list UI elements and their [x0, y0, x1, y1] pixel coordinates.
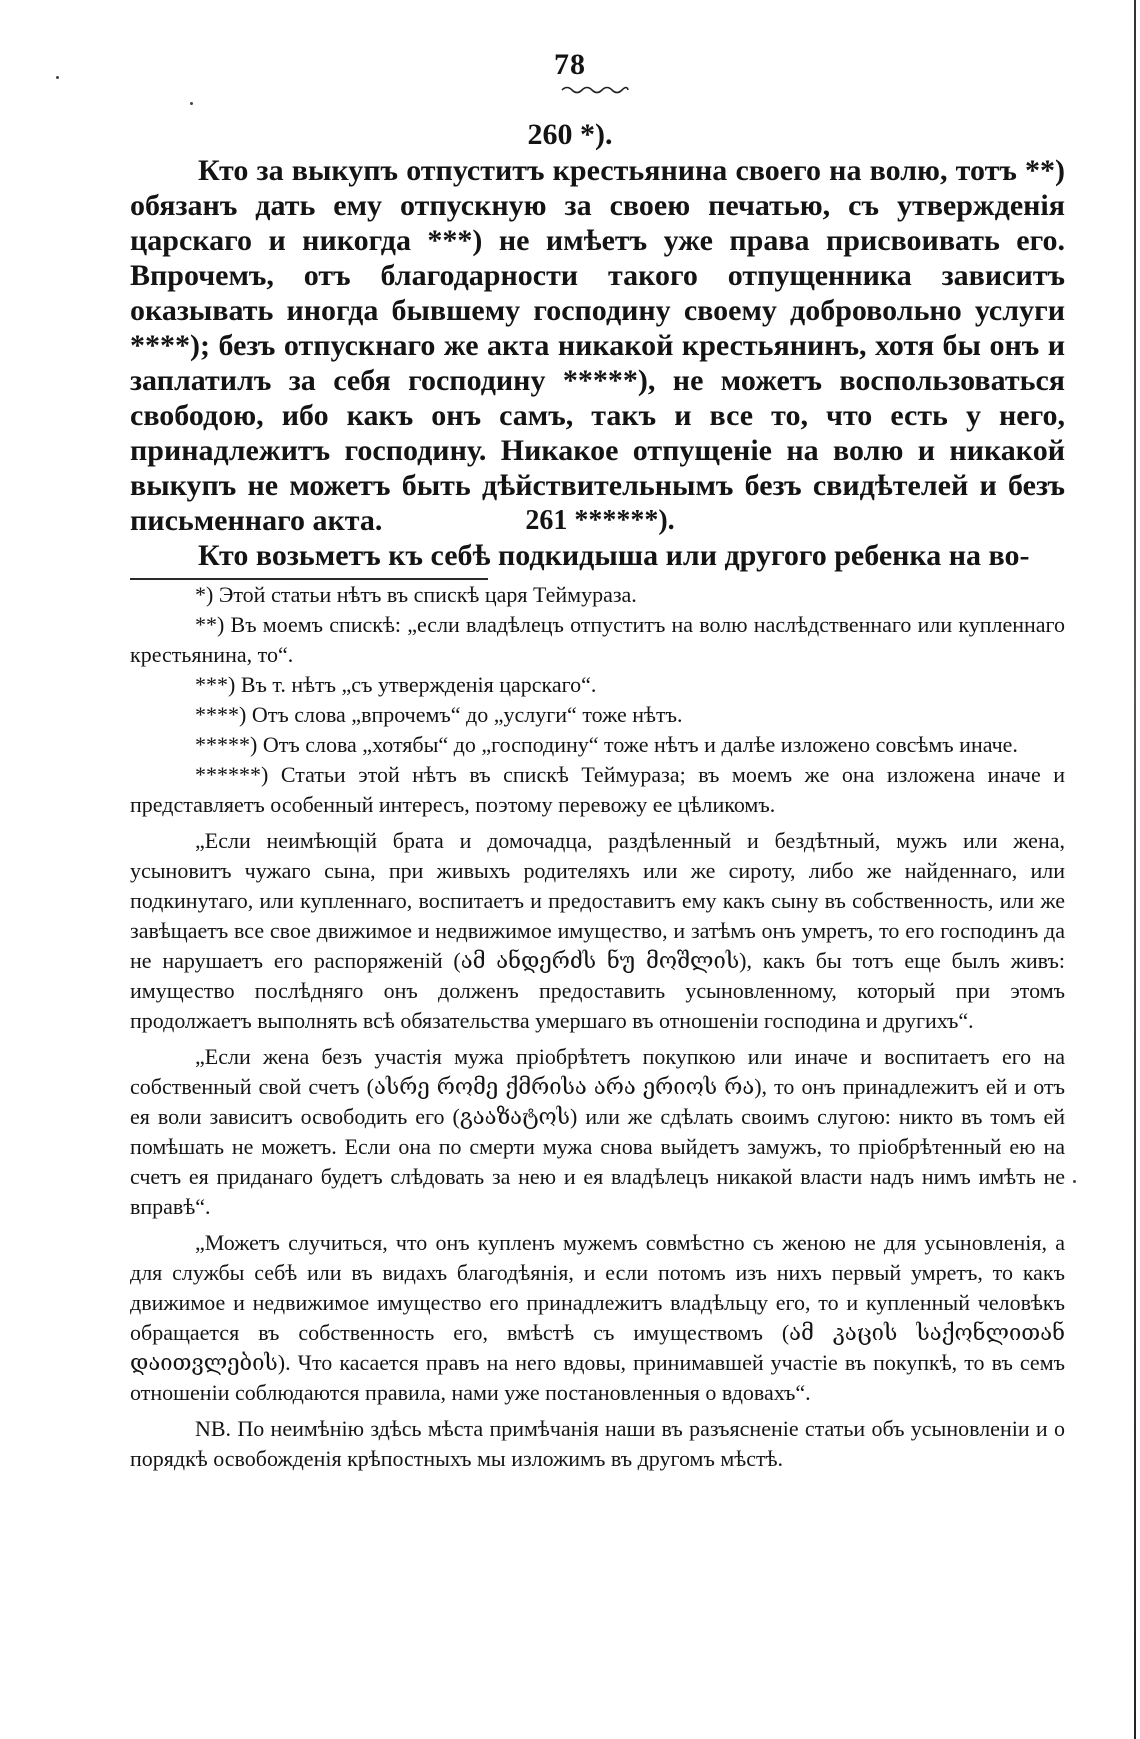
- quote-paragraph-3: „Можетъ случиться, что онъ купленъ мужемъ совмѣстно съ женою не для усыновленія, а для службы себѣ или въ видахъ благодѣянія, и если потомъ изъ нихъ первый умретъ, то какъ движимое и недвижимое имущество его принадлежитъ владѣльцу его, то и купленный человѣкъ обращается въ собственность его, вмѣстѣ съ имуществомъ (ამ კაცის საქონლითან დაითვლების). Что касается правъ на него вдовы, принимавшей участіе въ покупкѣ, то въ семъ отношеніи соблюдаются правила, нами уже постановленныя о вдовахъ“.: [130, 1230, 1065, 1405]
- article-text-261: Кто возьметъ къ себѣ подкидыша или другого ребенка на во-: [198, 539, 1030, 572]
- page-number-ornament: [560, 84, 630, 94]
- scan-speck: [190, 102, 193, 105]
- article-heading-260: 260 *).: [527, 118, 613, 151]
- page-number: 78: [554, 48, 586, 81]
- article-text-260: Кто за выкупъ отпуститъ крестьянина своего на волю, тотъ **) обязанъ дать ему отпускную за своею печатью, съ утвержденія царскаго и никогда ***) не имѣетъ уже права присвоивать его. Впрочемъ, отъ благодарности такого отпущенника зависитъ оказывать иногда бывшему господину своему добровольно услуги ****); безъ отпускнаго же акта никакой крестьянинъ, хотя бы онъ и заплатилъ за себя господину *****), не можетъ воспользоваться свободою, ибо какъ онъ самъ, такъ и все то, что есть у него, принадлежитъ господину. Никакое отпущеніе на волю и никакой выкупъ не можетъ быть дѣйствительнымъ безъ свидѣтелей и безъ письменнаго акта.: [130, 154, 1065, 537]
- scan-edge-line: [1134, 0, 1136, 1739]
- article-heading-261: 261 ******).: [525, 505, 675, 536]
- scan-speck: [1073, 1180, 1076, 1183]
- nb-note: NB. По неимѣнію здѣсь мѣста примѣчанія наши въ разъясненіе статьи объ усыновленіи и о порядкѣ освобожденія крѣпостныхъ мы изложимъ въ другомъ мѣстѣ.: [130, 1416, 1065, 1471]
- footnotes-block: [130, 580, 1065, 1474]
- scan-speck: [56, 76, 59, 79]
- footnote-1: *) Этой статьи нѣтъ въ спискѣ царя Теймураза.: [195, 582, 637, 607]
- quote-paragraph-2: „Если жена безъ участія мужа пріобрѣтетъ покупкою или иначе и воспитаетъ его на собственный свой счетъ (ასრე რომე ქმრისა არა ერიოს რა), то онъ принадлежитъ ей и отъ ея воли зависитъ освободить его (გააზატოს) или же сдѣлать своимъ слугою: никто въ томъ ей помѣшать не можетъ. Если она по смерти мужа снова выйдетъ замужъ, то пріобрѣтенный ею на счетъ ея приданаго будетъ слѣдовать за нею и ея владѣлецъ никакой власти надъ нимъ имѣть не вправѣ“.: [130, 1044, 1065, 1219]
- footnote-3: ***) Въ т. нѣтъ „съ утвержденія царскаго“.: [195, 672, 597, 697]
- footnote-4: ****) Отъ слова „впрочемъ“ до „услуги“ тоже нѣтъ.: [195, 702, 683, 727]
- quote-paragraph-1: „Если неимѣющій брата и домочадца, раздѣленный и бездѣтный, мужъ или жена, усыновитъ чужаго сына, при живыхъ родителяхъ или же сироту, либо же найденнаго, или подкинутаго, или купленнаго, воспитаетъ и предоставитъ ему какъ сыну въ собственность, или же завѣщаетъ все свое движимое и недвижимое имущество, и затѣмъ онъ умретъ, то его господинъ да не нарушаетъ его распоряженій (ამ ანდერძს ნუ მოშლის), какъ бы тотъ еще былъ живъ: имущество послѣдняго онъ долженъ предоставить усыновленному, который при этомъ продолжаетъ выполнять всѣ обязательства умершаго въ отношеніи господина и другихъ“.: [130, 828, 1065, 1033]
- footnote-6: ******) Статьи этой нѣтъ въ спискѣ Теймураза; въ моемъ же она изложена иначе и представляетъ особенный интересъ, поэтому перевожу ее цѣликомъ.: [130, 762, 1065, 817]
- footnote-2: **) Въ моемъ спискѣ: „если владѣлецъ отпуститъ на волю наслѣдственнаго или купленнаго крестьянина, то“.: [130, 612, 1065, 667]
- footnote-5: *****) Отъ слова „хотябы“ до „господину“ тоже нѣтъ и далѣе изложено совсѣмъ иначе.: [195, 732, 1018, 757]
